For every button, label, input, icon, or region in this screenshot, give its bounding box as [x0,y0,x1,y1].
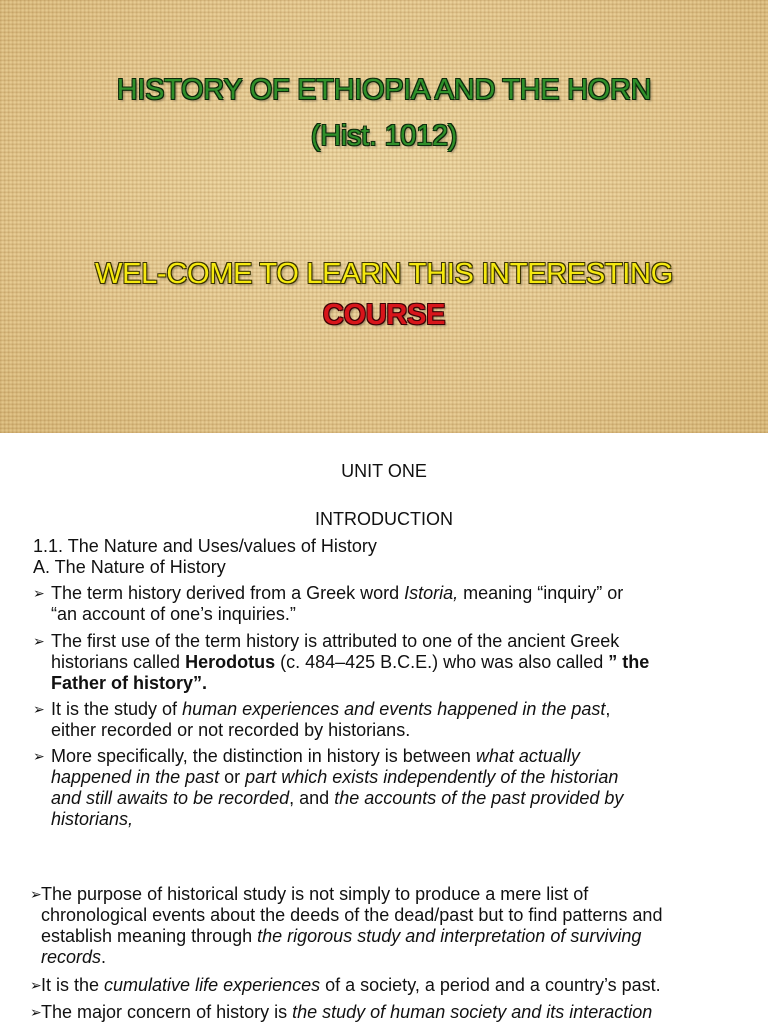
emphasis: the rigorous study and interpretation of surviving [257,926,642,946]
text: More specifically, the distinction in history is between [51,746,476,766]
text: establish meaning through [41,926,258,946]
term-account: an account of one’s inquiries.” [57,604,296,624]
text: The major concern of history is [41,1002,293,1022]
text: ” or [596,583,624,603]
text: historians called [51,652,186,672]
bullet-distinction [33,746,753,830]
text: either recorded or not recorded by historians. [51,720,411,740]
introduction-heading: INTRODUCTION [315,509,453,529]
text: chronological events about the deeds of the dead/past but to find patterns and [41,905,663,925]
bullet-arrow-icon: ➢ [33,748,45,764]
text: meaning “ [458,583,544,603]
text: or [219,767,246,787]
text: The purpose of historical study is not simply to produce a mere list of [41,884,589,904]
bullet-cumulative [30,975,768,996]
emphasis: the accounts of the past provided by [334,788,624,808]
bullet-study-definition [33,699,753,741]
bullet-arrow-icon: ➢ [33,585,45,601]
term-herodotus: Herodotus [185,652,276,672]
term-inquiry: inquiry [543,583,597,603]
unit-heading: UNIT ONE [341,461,427,481]
emphasis: the study of human society and its interaction [292,1002,653,1022]
bullet-purpose [30,884,768,968]
text: It is the [41,975,105,995]
text: “ [51,604,57,624]
bullet-major-concern [30,1002,768,1023]
bullet-term-origin [33,583,753,625]
document-page [0,433,768,1024]
text: It is the study of [51,699,183,719]
text: , [605,699,611,719]
text: of a society, a period and a country’s past. [320,975,661,995]
text: The term history derived from a Greek word [51,583,405,603]
slide-title-line2: (Hist. 1012) [310,120,458,152]
emphasis: records [41,947,102,967]
bullet-arrow-icon: ➢ [30,977,42,993]
slide-title-line1: HISTORY OF ETHIOPIA AND THE HORN [116,74,652,106]
slide-welcome-line1: WEL-COME TO LEARN THIS INTERESTING [95,258,673,290]
bullet-herodotus [33,631,768,694]
text: . [101,947,107,967]
bullet-arrow-icon: ➢ [30,1004,42,1020]
emphasis: historians, [51,809,134,829]
bullet-arrow-icon: ➢ [33,701,45,717]
section-heading: 1.1. The Nature and Uses/values of History [33,536,377,556]
term-father: ” the [608,652,650,672]
emphasis: part which exists independently of the historian [245,767,619,787]
emphasis: and still awaits to be recorded [51,788,290,808]
emphasis: happened in the past [51,767,220,787]
emphasis: human experiences and events happened in the past [182,699,606,719]
title-slide [0,0,768,433]
text: The first use of the term history is attributed to one of the ancient Greek [51,631,620,651]
term-father: Father of history”. [51,673,208,693]
text: , and [289,788,335,808]
slide-welcome-course: COURSE [322,299,446,331]
term-istoria: Istoria, [404,583,459,603]
text: (c. 484–425 B.C.E.) who was also called [275,652,609,672]
emphasis: what actually [475,746,580,766]
subsection-heading: A. The Nature of History [33,557,226,577]
emphasis: cumulative life experiences [104,975,321,995]
bullet-arrow-icon: ➢ [30,886,42,902]
bullet-arrow-icon: ➢ [33,633,45,649]
